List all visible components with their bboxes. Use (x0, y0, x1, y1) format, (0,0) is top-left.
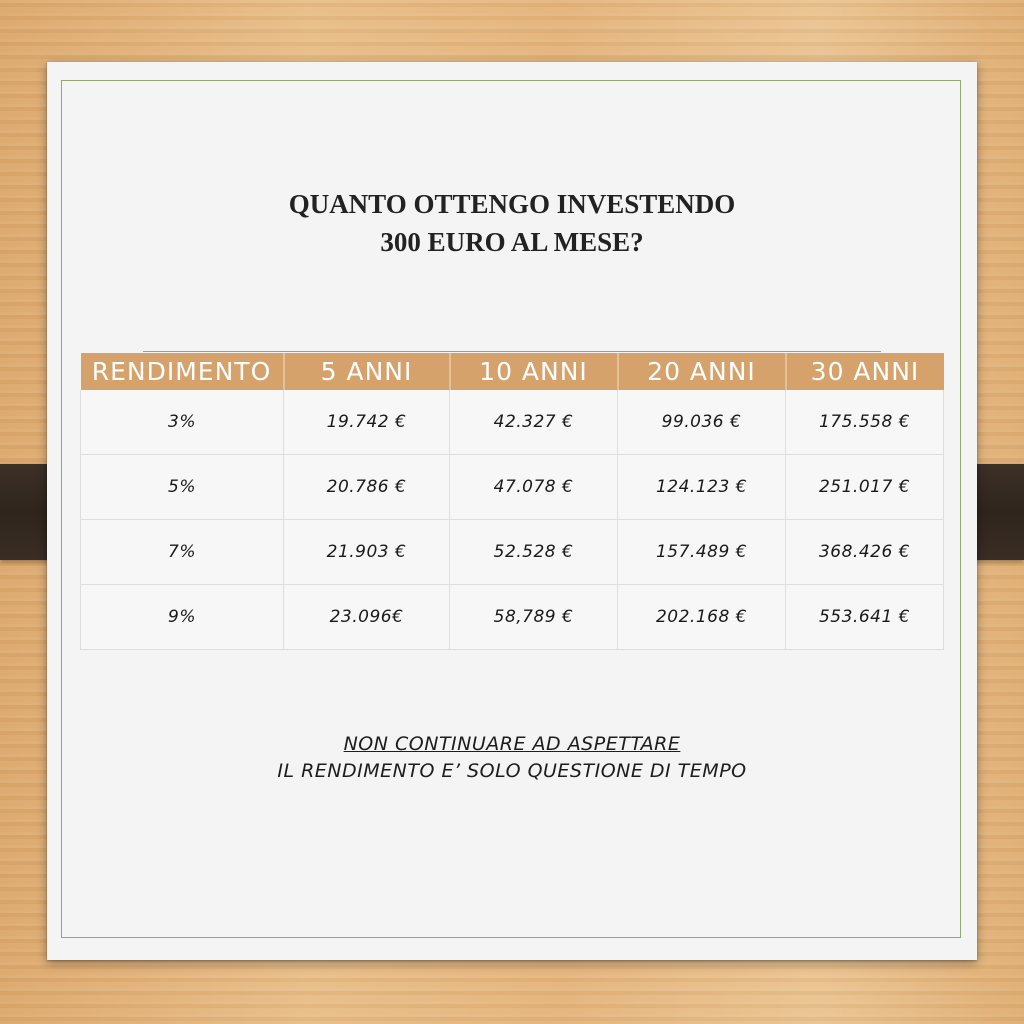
footer-headline: NON CONTINUARE AD ASPETTARE (343, 733, 681, 755)
cell-value: 19.742 € (284, 390, 450, 455)
table-row (81, 520, 944, 585)
cell-value: 52.528 € (450, 520, 618, 585)
table-header-row (81, 353, 944, 390)
cell-rate: 3% (81, 390, 284, 455)
cell-value: 175.558 € (786, 390, 944, 455)
cell-value: 124.123 € (618, 455, 786, 520)
cell-value: 99.036 € (618, 390, 786, 455)
header-10-anni: 10 ANNI (450, 353, 618, 390)
cell-value: 58,789 € (450, 585, 618, 650)
cell-value: 202.168 € (618, 585, 786, 650)
header-30-anni: 30 ANNI (786, 353, 944, 390)
title-line-2: 300 EURO AL MESE? (380, 227, 644, 257)
cell-value: 47.078 € (450, 455, 618, 520)
table-row (81, 585, 944, 650)
cell-value: 21.903 € (284, 520, 450, 585)
cell-value: 20.786 € (284, 455, 450, 520)
title-line-1: QUANTO OTTENGO INVESTENDO (288, 189, 736, 219)
cell-value: 23.096€ (284, 585, 450, 650)
cell-value: 251.017 € (786, 455, 944, 520)
footer-subline: IL RENDIMENTO E’ SOLO QUESTIONE DI TEMPO (277, 760, 747, 782)
returns-table (80, 353, 944, 650)
cell-rate: 7% (81, 520, 284, 585)
table-row (81, 390, 944, 455)
header-5-anni: 5 ANNI (284, 353, 450, 390)
header-20-anni: 20 ANNI (618, 353, 786, 390)
cell-rate: 9% (81, 585, 284, 650)
header-rendimento: RENDIMENTO (81, 353, 284, 390)
table-row (81, 455, 944, 520)
cell-value: 368.426 € (786, 520, 944, 585)
cell-value: 157.489 € (618, 520, 786, 585)
cell-rate: 5% (81, 455, 284, 520)
cell-value: 42.327 € (450, 390, 618, 455)
info-card (47, 62, 977, 960)
cell-value: 553.641 € (786, 585, 944, 650)
header-rule (143, 351, 881, 352)
